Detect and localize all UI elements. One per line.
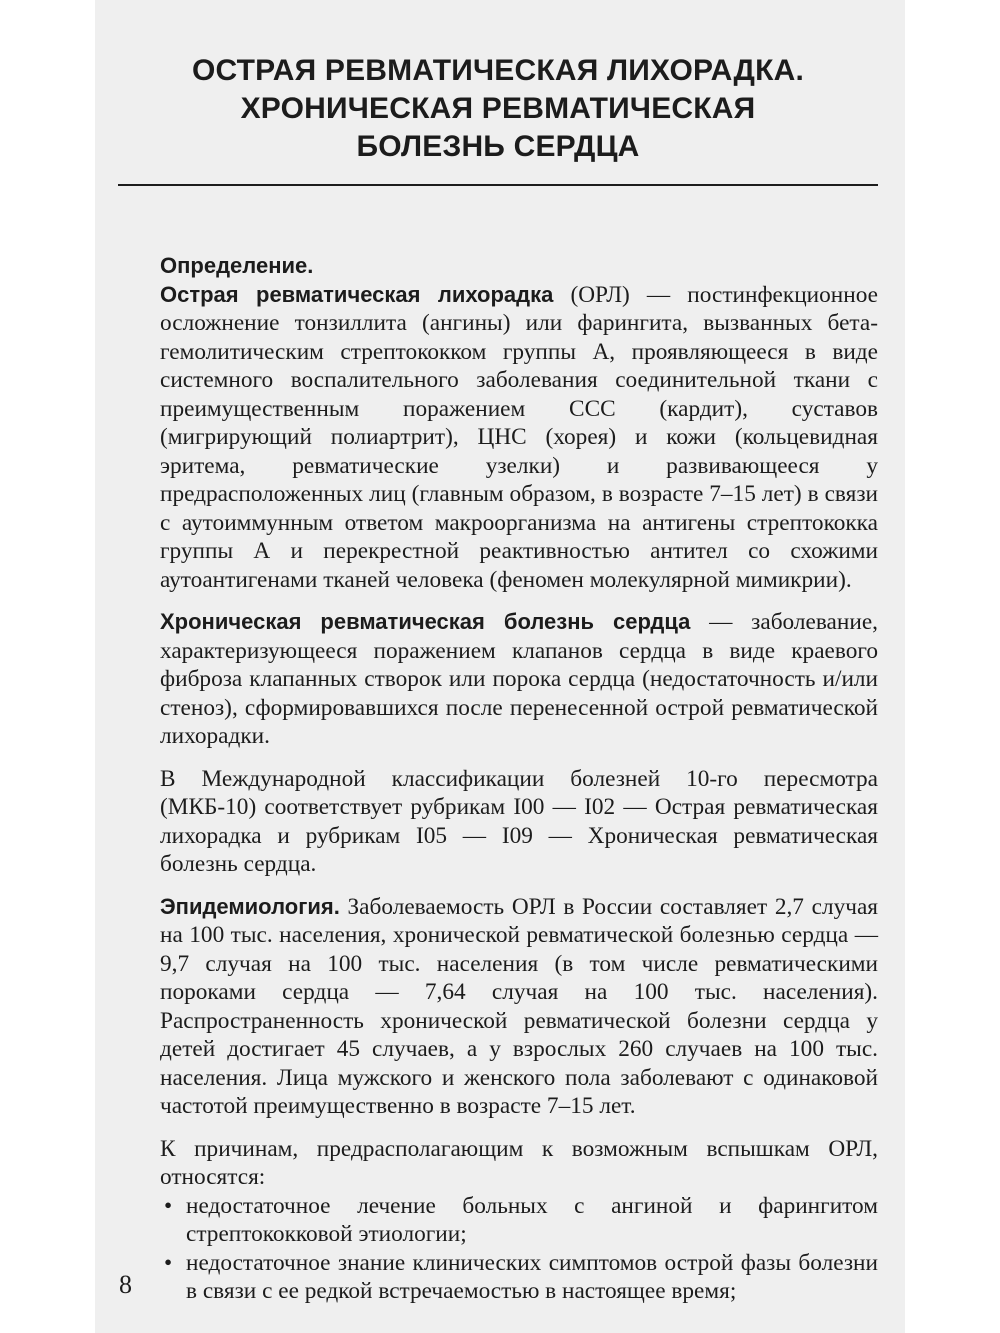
paragraph-definition-chronic (160, 608, 878, 751)
epidemiology-text: Заболеваемость ОРЛ в России составляет 2,7 случая на 100 тыс. населения, хронической ревматической болезнью сердца — 9,7 случая на 100 тыс. населения (в том числе ревматическими пороками сердца — 7,64 случая на 100 тыс. населения). Распространенность хронической ревматической болезни сердца у детей достигает 45 случаев, а у взрослых 260 случаев на 100 тыс. населения. Лица мужского и женского пола заболевают с одинаковой частотой преимущественно в возрасте 7–15 лет. (160, 893, 878, 1119)
paragraph-epidemiology (160, 893, 878, 1121)
title-line-3: БОЛЕЗНЬ СЕРДЦА (356, 130, 640, 163)
term-chronic: Хроническая ревматическая болезнь сердца (160, 609, 691, 634)
body-text (160, 281, 878, 1306)
list-item: • недостаточное лечение больных с ангиной и фарингитом стрептококковой этиологии; (160, 1192, 878, 1249)
list-item: • недостаточное знание клинических симптомов острой фазы болезни в связи с ее редкой встречаемостью в настоящее время; (160, 1249, 878, 1306)
page-content (118, 52, 878, 1306)
chapter-title (118, 52, 878, 166)
title-line-1: ОСТРАЯ РЕВМАТИЧЕСКАЯ ЛИХОРАДКА. (191, 54, 805, 87)
paragraph-causes: К причинам, предрасполагающим к возможным вспышкам ОРЛ, относятся: (160, 1135, 878, 1190)
causes-list (160, 1192, 878, 1306)
title-divider (118, 184, 878, 186)
paragraph-definition-orl (160, 281, 878, 595)
page-number: 8 (119, 1270, 132, 1299)
section-heading: Определение. (160, 253, 314, 278)
title-line-2: ХРОНИЧЕСКАЯ РЕВМАТИЧЕСКАЯ (240, 92, 756, 125)
definition-orl: (ОРЛ) — постинфекционное осложнение тонзиллита (ангины) или фарингита, вызванных бета-гемолитическим стрептококком группы А, проявляющееся в виде системного воспалительного заболевания соединительной ткани с преимущественным поражением ССС (кардит), суставов (мигрирующий полиартрит), ЦНС (хорея) и кожи (кольцевидная эритема, ревматические узелки) и развивающееся у предрасположенных лиц (главным образом, в возрасте 7–15 лет) в связи с аутоиммунным ответом макроорганизма на антигены стрептококка группы А и перекрестной реактивностью антител со схожими аутоантигенами тканей человека (феномен молекулярной мимикрии). (160, 281, 878, 593)
term-orl: Острая ревматическая лихорадка (160, 281, 554, 307)
term-epidemiology: Эпидемиология. (160, 893, 340, 919)
definition-chronic: — заболевание, характеризующееся поражением клапанов сердца в виде краевого фиброза клапанных створок или порока сердца (недостаточность и/или стеноз), сформировавшихся после перенесенной острой ревматической лихорадки. (160, 609, 878, 749)
paragraph-icd10: В Международной классификации болезней 10-го пересмотра (МКБ-10) соответствует рубрикам I00 — I02 — Острая ревматическая лихорадка и рубрикам I05 — I09 — Хроническая ревматическая болезнь сердца. (160, 765, 878, 877)
